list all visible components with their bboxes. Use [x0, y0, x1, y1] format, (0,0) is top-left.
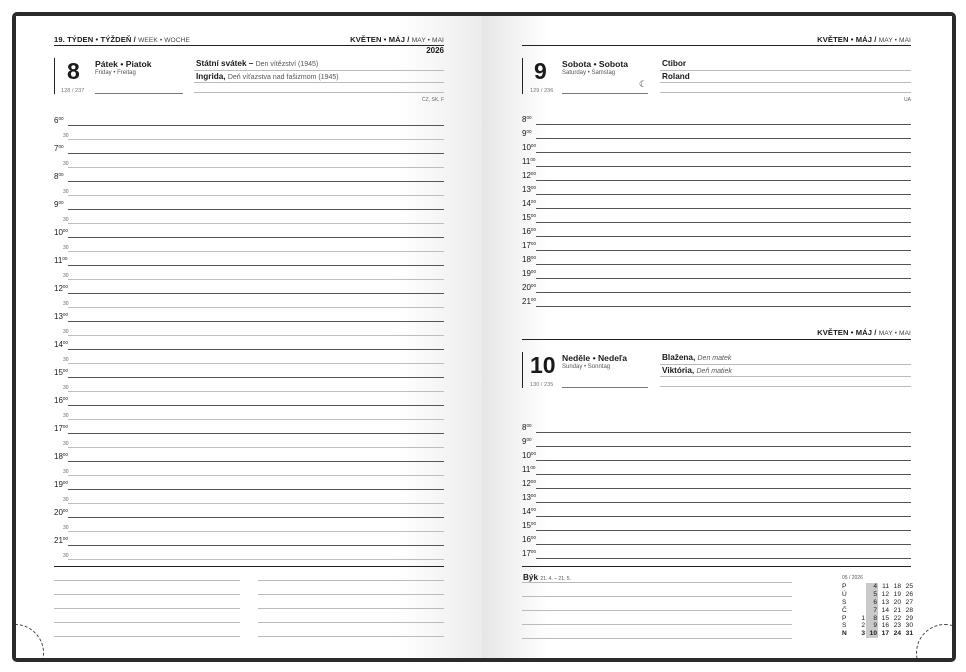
- half-hour-label: 30: [63, 357, 69, 363]
- hour-slot[interactable]: [522, 209, 911, 223]
- weekday-label: P: [842, 583, 847, 590]
- mini-calendar-grid: [840, 583, 914, 638]
- notes-rule: [522, 566, 911, 567]
- hour-label: $14^{00}$: [54, 340, 69, 349]
- hour-label: $18^{00}$: [54, 452, 69, 461]
- half-hour-slot[interactable]: [54, 462, 444, 476]
- week-header: 19. TÝDEN • TÝŽDEŇ / WEEK • WOCHE: [54, 35, 190, 44]
- note-line[interactable]: [522, 596, 792, 597]
- month-header: KVĚTEN • MÁJ / MAY • MAI: [350, 35, 444, 44]
- note-line[interactable]: [258, 636, 444, 637]
- half-hour-label: 30: [63, 161, 69, 167]
- hour-slot[interactable]: [522, 503, 911, 517]
- hour-slot[interactable]: [54, 196, 444, 210]
- calendar-day: 5: [866, 591, 878, 599]
- hour-slot[interactable]: [522, 433, 911, 447]
- hour-line: [536, 306, 911, 307]
- day-marker-bar: [54, 58, 55, 94]
- day-name-underline: [95, 93, 183, 94]
- hour-slot[interactable]: [522, 237, 911, 251]
- mini-calendar: [840, 575, 920, 645]
- calendar-day: 16: [881, 622, 889, 630]
- hour-label: $21^{00}$: [522, 297, 537, 306]
- half-hour-slot[interactable]: [54, 154, 444, 168]
- half-hour-slot[interactable]: [54, 126, 444, 140]
- hour-slot[interactable]: [54, 532, 444, 546]
- hour-label: $8^{00}$: [522, 115, 532, 124]
- day-name-sub: Friday • Freitag: [95, 70, 136, 76]
- name-line: [660, 376, 911, 377]
- half-hour-slot[interactable]: [54, 266, 444, 280]
- calendar-day: 4: [866, 583, 878, 591]
- day-number: 8: [67, 58, 80, 84]
- day-marker-bar: [522, 58, 523, 94]
- calendar-day: 28: [905, 606, 913, 614]
- hour-label: $18^{00}$: [522, 255, 537, 264]
- hour-label: $15^{00}$: [522, 521, 537, 530]
- note-line[interactable]: [522, 638, 792, 639]
- hour-slot[interactable]: [54, 364, 444, 378]
- country-codes: UA: [904, 97, 911, 103]
- note-line[interactable]: [522, 610, 792, 611]
- calendar-day: 3: [861, 630, 865, 638]
- calendar-day: 12: [881, 590, 889, 598]
- note-line[interactable]: [258, 622, 444, 623]
- hour-slot[interactable]: [54, 336, 444, 350]
- calendar-day: 18: [893, 583, 901, 590]
- note-line[interactable]: [522, 624, 792, 625]
- hour-label: $9^{00}$: [54, 200, 64, 209]
- calendar-day: 25: [905, 583, 913, 590]
- calendar-day: 13: [881, 598, 889, 606]
- hour-slot[interactable]: [54, 140, 444, 154]
- hour-label: $11^{00}$: [54, 256, 68, 265]
- mini-calendar-title: 05 / 2026: [842, 575, 863, 581]
- hour-slot[interactable]: [522, 111, 911, 125]
- note-line[interactable]: [54, 622, 240, 623]
- name-line: [660, 386, 911, 387]
- calendar-day: [856, 599, 866, 607]
- hour-slot[interactable]: [54, 168, 444, 182]
- header-rule: [54, 45, 444, 46]
- calendar-day: 1: [861, 614, 865, 622]
- corner-perforation: [916, 624, 952, 658]
- calendar-day: 14: [881, 606, 889, 614]
- hour-slot[interactable]: [522, 167, 911, 181]
- moon-phase-icon: ☾: [639, 79, 648, 89]
- note-line[interactable]: [54, 608, 240, 609]
- half-hour-label: 30: [63, 245, 69, 251]
- hour-slot[interactable]: [522, 125, 911, 139]
- hour-label: $12^{00}$: [522, 171, 537, 180]
- day-number: 9: [534, 58, 547, 84]
- hour-label: $16^{00}$: [54, 396, 69, 405]
- hour-line: [536, 558, 911, 559]
- hour-slot[interactable]: [522, 223, 911, 237]
- day-of-year-count: 128 / 237: [61, 88, 85, 94]
- half-hour-slot[interactable]: [54, 434, 444, 448]
- day-name: Pátek • Piatok: [95, 59, 152, 69]
- note-line[interactable]: [522, 582, 792, 583]
- note-line[interactable]: [54, 594, 240, 595]
- hour-label: $10^{00}$: [522, 451, 537, 460]
- hour-slot[interactable]: [54, 308, 444, 322]
- day-name-sub: Saturday • Samstag: [562, 70, 616, 76]
- calendar-day: 19: [893, 590, 901, 598]
- hour-label: $19^{00}$: [522, 269, 537, 278]
- hour-label: $13^{00}$: [54, 312, 69, 321]
- hour-slot[interactable]: [522, 153, 911, 167]
- hour-slot[interactable]: [54, 224, 444, 238]
- half-hour-slot[interactable]: [54, 490, 444, 504]
- half-hour-slot[interactable]: [54, 294, 444, 308]
- note-line[interactable]: [54, 580, 240, 581]
- half-hour-label: 30: [63, 497, 69, 503]
- note-line[interactable]: [258, 608, 444, 609]
- calendar-day: 31: [905, 630, 913, 638]
- calendar-day: 29: [905, 614, 913, 622]
- month-header: KVĚTEN • MÁJ / MAY • MAI: [817, 35, 911, 44]
- half-hour-slot[interactable]: [54, 322, 444, 336]
- calendar-day: [856, 591, 866, 599]
- hour-slot[interactable]: [54, 448, 444, 462]
- calendar-day: [856, 607, 866, 615]
- half-hour-label: 30: [63, 385, 69, 391]
- calendar-day: 9: [866, 622, 878, 630]
- hour-slot[interactable]: [54, 420, 444, 434]
- hour-slot[interactable]: [522, 517, 911, 531]
- day-of-year-count: 129 / 236: [530, 88, 554, 94]
- hour-label: $14^{00}$: [522, 199, 537, 208]
- hour-label: $8^{00}$: [522, 423, 532, 432]
- calendar-day: 23: [893, 622, 901, 630]
- hour-label: $21^{00}$: [54, 536, 69, 545]
- hour-slot[interactable]: [522, 419, 911, 433]
- note-line[interactable]: [258, 594, 444, 595]
- name-line: [660, 364, 911, 365]
- name-day-entry: Viktória, Deň matiek: [662, 366, 732, 375]
- half-hour-slot[interactable]: [54, 350, 444, 364]
- day-marker-bar: [522, 352, 523, 388]
- hour-slot[interactable]: [522, 545, 911, 559]
- note-line[interactable]: [54, 636, 240, 637]
- calendar-day: 21: [893, 606, 901, 614]
- hour-label: $6^{00}$: [54, 116, 64, 125]
- calendar-day: 2: [861, 622, 865, 630]
- day-name-underline: [562, 93, 648, 94]
- hour-label: $11^{00}$: [522, 465, 536, 474]
- half-hour-slot[interactable]: [54, 182, 444, 196]
- calendar-day: 30: [905, 622, 913, 630]
- weekday-label: S: [842, 622, 847, 630]
- year-label: 2026: [426, 46, 444, 55]
- hour-label: $12^{00}$: [522, 479, 537, 488]
- hour-slot[interactable]: [54, 476, 444, 490]
- day-name: Neděle • Nedeľa: [562, 353, 628, 363]
- hour-slot[interactable]: [522, 251, 911, 265]
- half-hour-slot[interactable]: [54, 238, 444, 252]
- name-line: [660, 92, 911, 93]
- hour-label: $10^{00}$: [54, 228, 69, 237]
- hour-label: $16^{00}$: [522, 227, 537, 236]
- half-hour-line: [68, 559, 444, 560]
- hour-slot[interactable]: [522, 195, 911, 209]
- half-hour-slot[interactable]: [54, 406, 444, 420]
- half-hour-label: 30: [63, 273, 69, 279]
- header-rule: [522, 45, 911, 46]
- hour-slot[interactable]: [522, 293, 911, 307]
- hour-label: $17^{00}$: [522, 549, 537, 558]
- hour-slot[interactable]: [522, 461, 911, 475]
- half-hour-label: 30: [63, 413, 69, 419]
- hour-slot[interactable]: [522, 531, 911, 545]
- hour-slot[interactable]: [522, 139, 911, 153]
- day-number: 10: [530, 352, 556, 378]
- hour-label: $8^{00}$: [54, 172, 64, 181]
- calendar-day: 6: [866, 599, 878, 607]
- hour-label: $10^{00}$: [522, 143, 537, 152]
- half-hour-slot[interactable]: [54, 210, 444, 224]
- hour-slot[interactable]: [54, 392, 444, 406]
- hour-label: $9^{00}$: [522, 437, 532, 446]
- day-of-year-count: 130 / 235: [530, 382, 554, 388]
- hour-label: $15^{00}$: [54, 368, 69, 377]
- hour-slot[interactable]: [54, 504, 444, 518]
- hour-label: $13^{00}$: [522, 185, 537, 194]
- right-page: [482, 16, 952, 658]
- name-day-entry: Ctibor: [662, 59, 687, 68]
- hour-label: $14^{00}$: [522, 507, 537, 516]
- hour-label: $12^{00}$: [54, 284, 69, 293]
- calendar-day: 8: [866, 615, 878, 623]
- hour-label: $19^{00}$: [54, 480, 69, 489]
- calendar-day: 10: [866, 630, 878, 638]
- calendar-day: 15: [881, 614, 889, 622]
- left-page: [16, 16, 482, 658]
- half-hour-slot[interactable]: [54, 518, 444, 532]
- half-hour-label: 30: [63, 217, 69, 223]
- name-line: [660, 82, 911, 83]
- hour-slot[interactable]: [522, 279, 911, 293]
- name-line: [194, 92, 444, 93]
- half-hour-label: 30: [63, 329, 69, 335]
- hour-slot[interactable]: [522, 489, 911, 503]
- name-day-entry: Státní svátek – Den vítězství (1945): [196, 59, 319, 68]
- header-rule: [522, 339, 911, 340]
- name-day-entry: Ingrida, Deň víťazstva nad fašizmom (1945): [196, 72, 339, 81]
- half-hour-label: 30: [63, 469, 69, 475]
- hour-slot[interactable]: [54, 112, 444, 126]
- half-hour-label: 30: [63, 301, 69, 307]
- calendar-day: 26: [905, 590, 913, 598]
- calendar-day: 27: [905, 598, 913, 606]
- name-line: [660, 70, 911, 71]
- calendar-day: 24: [893, 630, 901, 638]
- hour-slot[interactable]: [522, 181, 911, 195]
- calendar-day: 22: [893, 614, 901, 622]
- half-hour-slot[interactable]: [54, 378, 444, 392]
- name-day-entry: Blažena, Den matek: [662, 353, 732, 362]
- zodiac-sign: Býk 21. 4. – 21. 5.: [523, 573, 571, 582]
- hour-label: $17^{00}$: [54, 424, 69, 433]
- half-hour-label: 30: [63, 133, 69, 139]
- corner-perforation: [16, 624, 44, 658]
- hour-slot[interactable]: [522, 265, 911, 279]
- hour-label: $7^{00}$: [54, 144, 64, 153]
- name-line: [194, 70, 444, 71]
- calendar-day: 20: [893, 598, 901, 606]
- hour-label: $15^{00}$: [522, 213, 537, 222]
- hour-label: $20^{00}$: [54, 508, 69, 517]
- hour-slot[interactable]: [54, 252, 444, 266]
- name-line: [194, 82, 444, 83]
- day-name: Sobota • Sobota: [562, 59, 629, 69]
- month-header: KVĚTEN • MÁJ / MAY • MAI: [817, 328, 911, 337]
- half-hour-slot[interactable]: [54, 546, 444, 560]
- half-hour-label: 30: [63, 553, 69, 559]
- weekday-label: Č: [842, 606, 847, 614]
- hour-label: $9^{00}$: [522, 129, 532, 138]
- weekday-label: N: [842, 630, 847, 638]
- hour-label: $20^{00}$: [522, 283, 537, 292]
- note-line[interactable]: [258, 580, 444, 581]
- weekday-label: Ú: [842, 590, 847, 598]
- day-name-sub: Sunday • Sonntag: [562, 364, 611, 370]
- notes-rule: [54, 566, 444, 567]
- day-name-underline: [562, 387, 648, 388]
- hour-label: $13^{00}$: [522, 493, 537, 502]
- weekday-label: S: [842, 598, 847, 606]
- name-day-entry: Roland: [662, 72, 690, 81]
- hour-label: $16^{00}$: [522, 535, 537, 544]
- weekday-label: P: [842, 614, 847, 622]
- calendar-day: 7: [866, 607, 878, 615]
- half-hour-label: 30: [63, 525, 69, 531]
- country-codes: CZ, SK, F: [422, 97, 444, 103]
- hour-label: $11^{00}$: [522, 157, 536, 166]
- hour-slot[interactable]: [522, 475, 911, 489]
- calendar-day: 11: [882, 583, 889, 590]
- hour-slot[interactable]: [54, 280, 444, 294]
- hour-slot[interactable]: [522, 447, 911, 461]
- calendar-day: [856, 583, 866, 591]
- half-hour-label: 30: [63, 189, 69, 195]
- hour-label: $17^{00}$: [522, 241, 537, 250]
- half-hour-label: 30: [63, 441, 69, 447]
- calendar-day: 17: [881, 630, 889, 638]
